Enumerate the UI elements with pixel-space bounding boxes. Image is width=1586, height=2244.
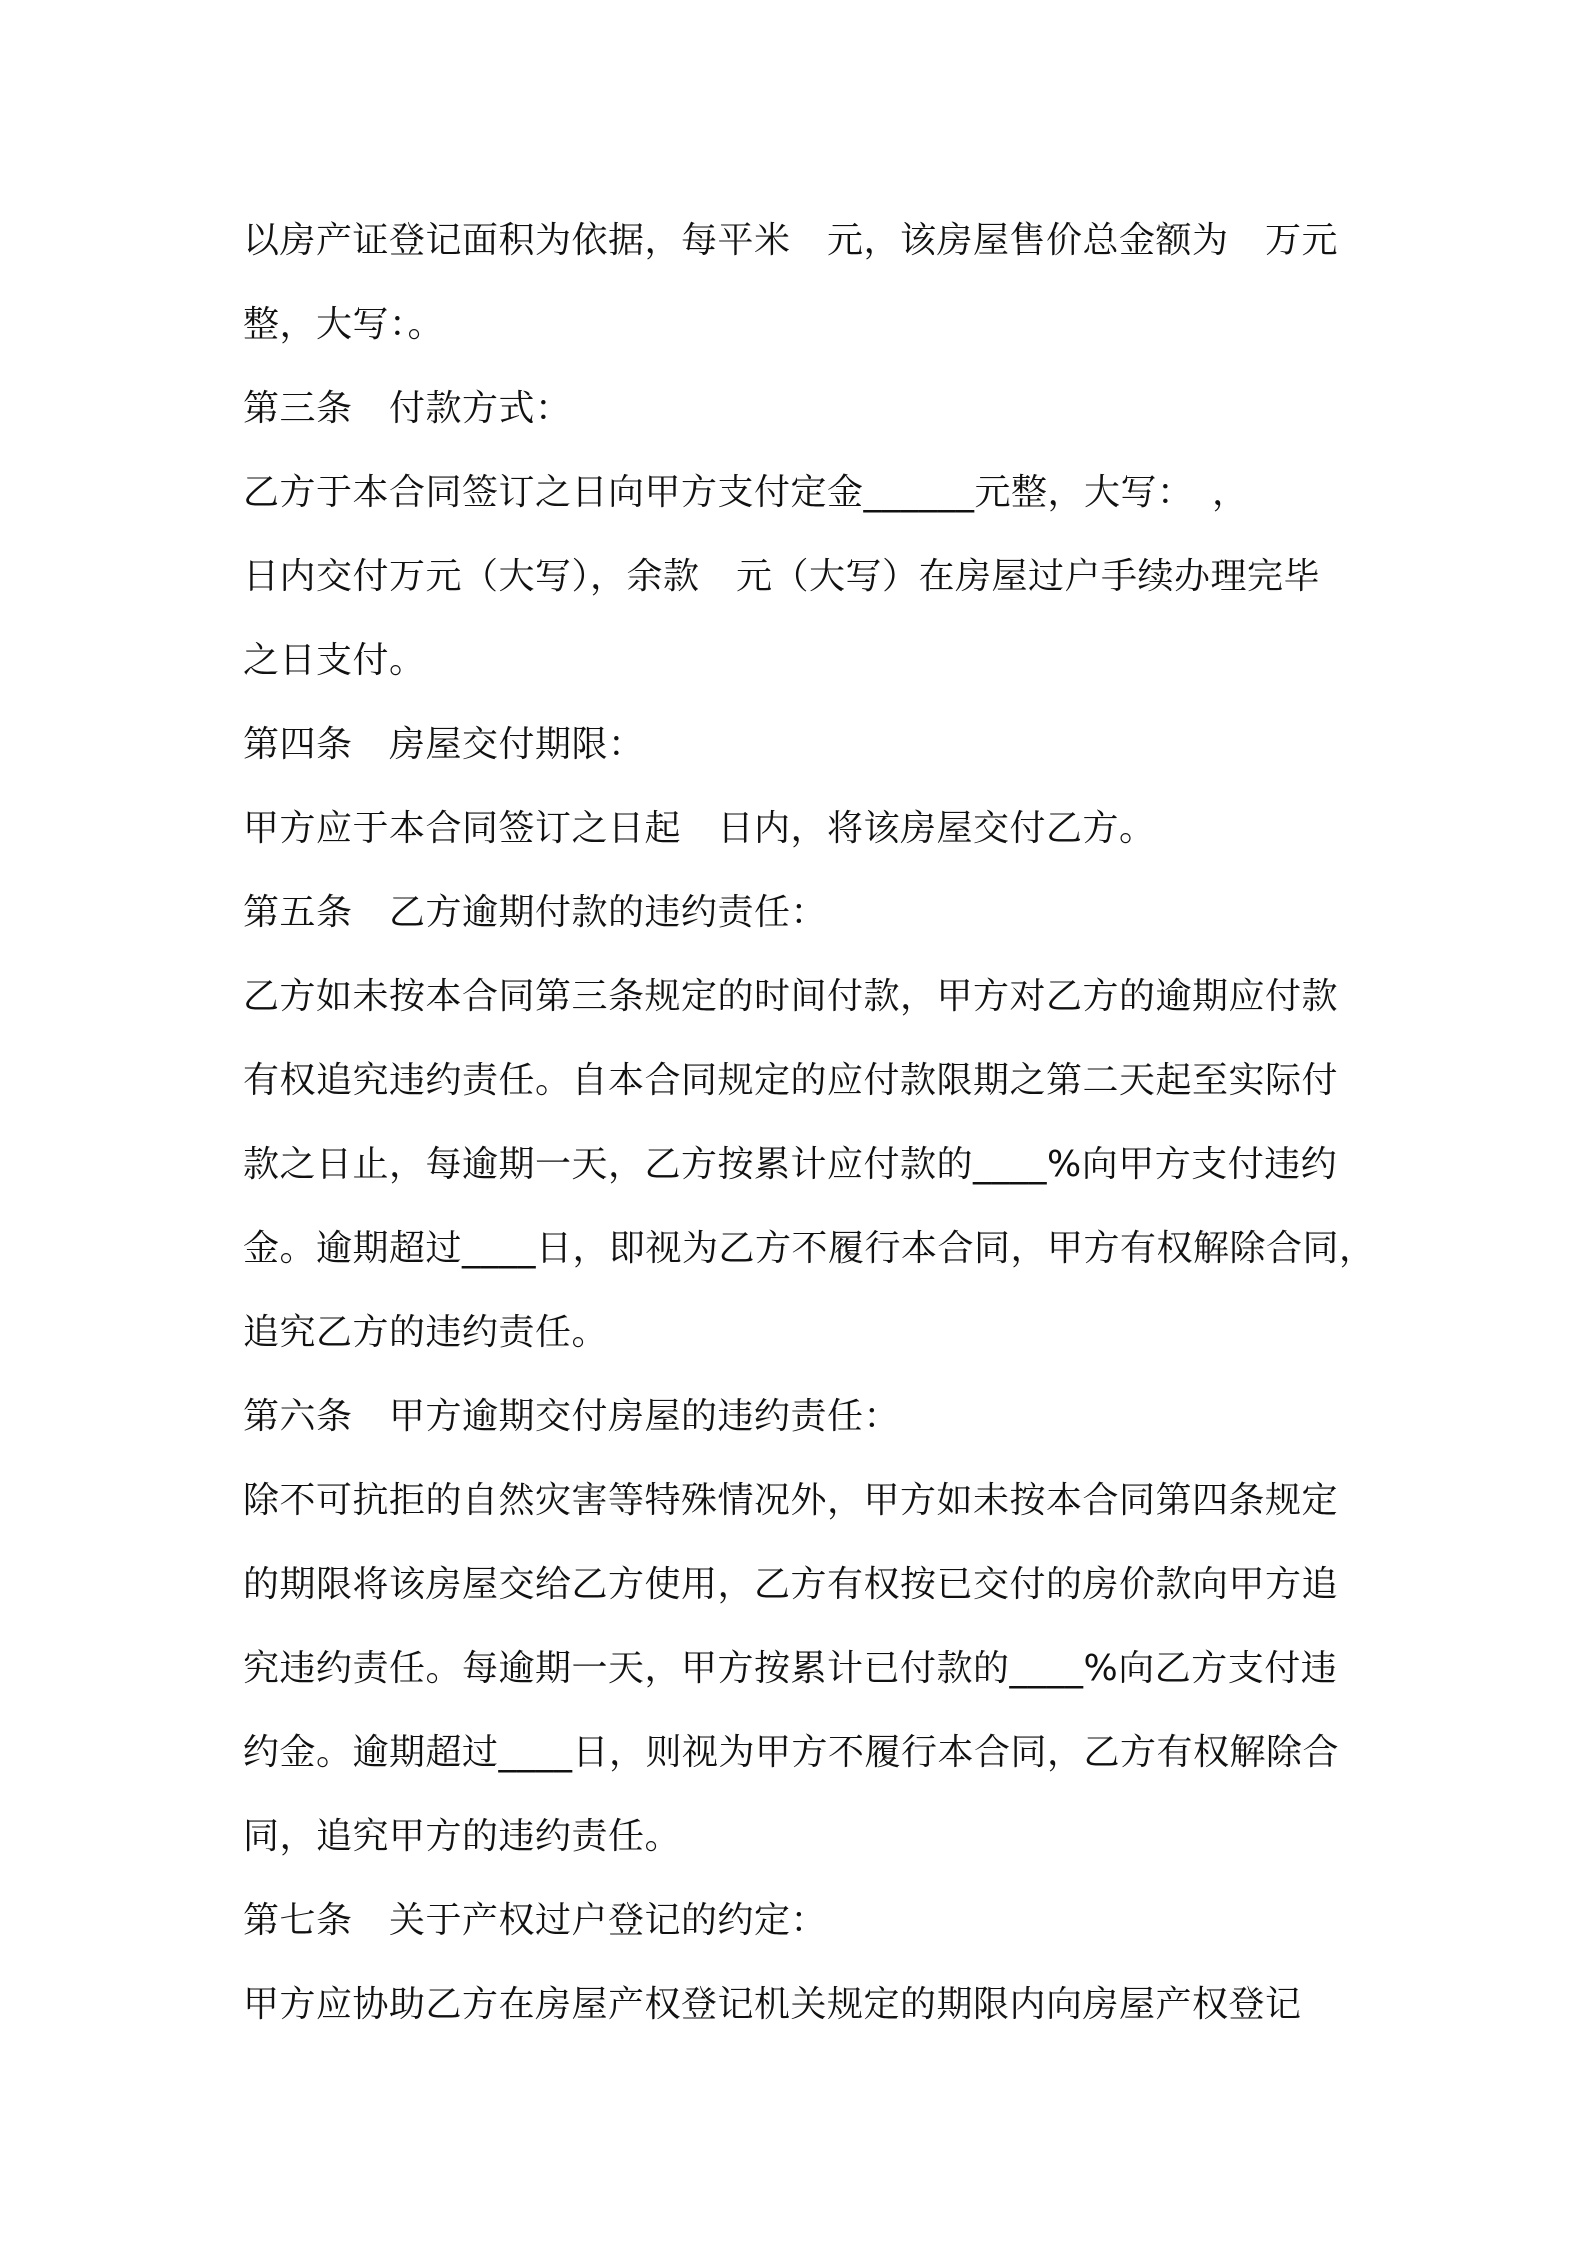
text-line: 同，追究甲方的违约责任。: [243, 1816, 682, 1857]
text-line: 之日支付。: [243, 640, 426, 681]
text-line: 究违约责任。每逾期一天，甲方按累计已付款的____%向乙方支付违: [243, 1648, 1338, 1689]
text-line: 款之日止，每逾期一天，乙方按累计应付款的____%向甲方支付违约: [243, 1144, 1338, 1185]
text-line: 金。逾期超过____日，即视为乙方不履行本合同，甲方有权解除合同，: [243, 1228, 1376, 1269]
text-line: 整，大写：。: [243, 304, 445, 345]
document-body: [243, 199, 1376, 2047]
text-line: 追究乙方的违约责任。: [243, 1312, 609, 1353]
text-line: 乙方于本合同签订之日向甲方支付定金______元整，大写： ，: [243, 472, 1249, 513]
text-line: 乙方如未按本合同第三条规定的时间付款，甲方对乙方的逾期应付款: [243, 976, 1339, 1017]
article-heading: 第三条 付款方式：: [243, 388, 572, 429]
article-heading: 第六条 甲方逾期交付房屋的违约责任：: [243, 1396, 901, 1437]
text-line: 甲方应于本合同签订之日起 日内，将该房屋交付乙方。: [243, 808, 1156, 849]
text-line: 日内交付万元（大写），余款 元（大写）在房屋过户手续办理完毕: [243, 556, 1321, 597]
text-line: 除不可抗拒的自然灾害等特殊情况外，甲方如未按本合同第四条规定: [243, 1480, 1339, 1521]
article-heading: 第五条 乙方逾期付款的违约责任：: [243, 892, 828, 933]
article-heading: 第四条 房屋交付期限：: [243, 724, 645, 765]
text-line: 约金。逾期超过____日，则视为甲方不履行本合同，乙方有权解除合: [243, 1732, 1340, 1773]
text-line: 的期限将该房屋交给乙方使用，乙方有权按已交付的房价款向甲方追: [243, 1564, 1339, 1605]
text-line: 以房产证登记面积为依据，每平米 元，该房屋售价总金额为 万元: [243, 220, 1339, 261]
text-line: 甲方应协助乙方在房屋产权登记机关规定的期限内向房屋产权登记: [243, 1984, 1302, 2025]
article-heading: 第七条 关于产权过户登记的约定：: [243, 1900, 828, 1941]
text-line: 有权追究违约责任。自本合同规定的应付款限期之第二天起至实际付: [243, 1060, 1339, 1101]
